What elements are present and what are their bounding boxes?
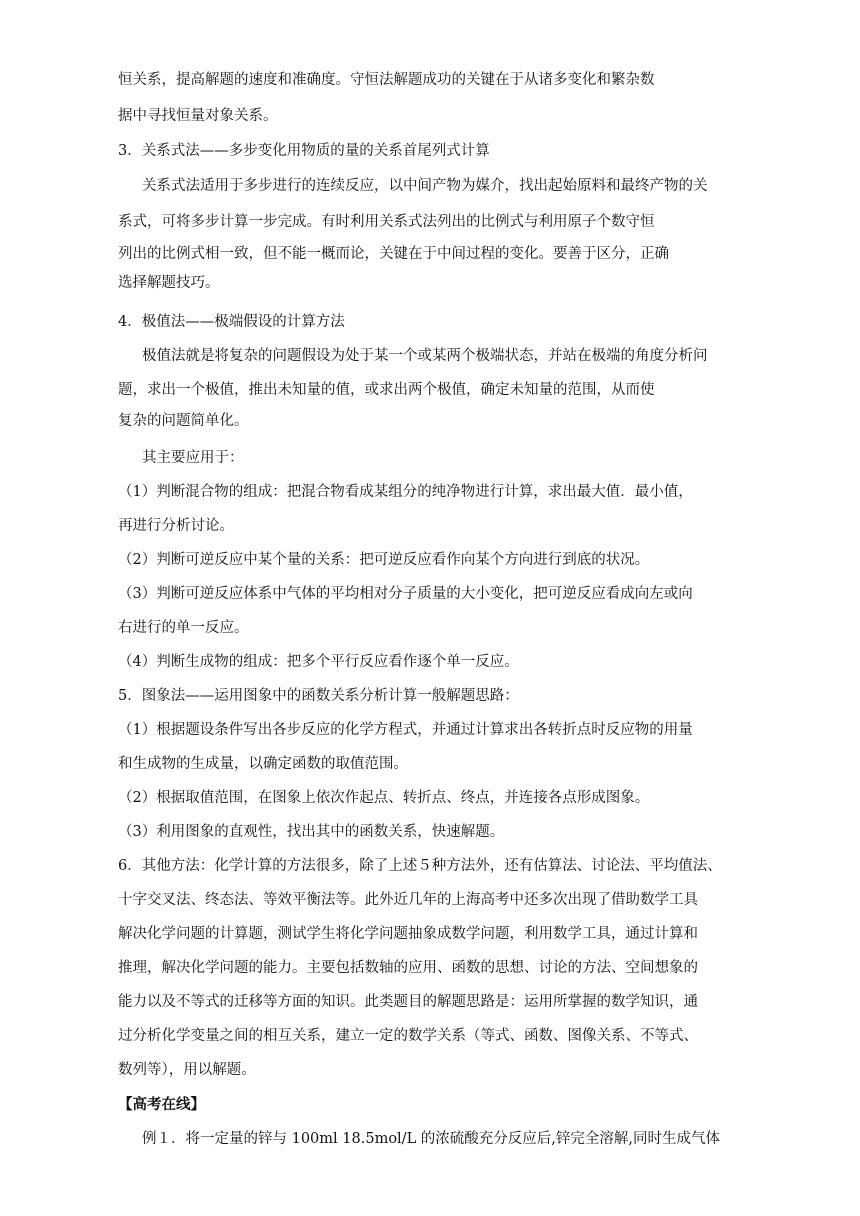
section-heading-5: 5．图象法——运用图象中的函数关系分析计算一般解题思路： <box>118 688 519 704</box>
list-item: （4）判断生成物的组成：把多个平行反应看作逐个单一反应。 <box>118 654 519 670</box>
para-line: 推理，解决化学问题的能力。主要包括数轴的应用、函数的思想、讨论的方法、空间想象的 <box>118 960 698 976</box>
para-line: 能力以及不等式的迁移等方面的知识。此类题目的解题思路是：运用所掌握的数学知识，通 <box>118 994 698 1010</box>
section-heading-gaokao: 【高考在线】 <box>118 1096 205 1113</box>
list-item: （2）判断可逆反应中某个量的关系：把可逆反应看作向某个方向进行到底的状况。 <box>118 552 650 568</box>
para-line: 再进行分析讨论。 <box>118 518 234 534</box>
example-line: 例１．将一定量的锌与 100ml 18.5mol/L 的浓硫酸充分反应后,锌完全溶解,同时生成气体 <box>142 1131 721 1147</box>
para-line: 解决化学问题的计算题，测试学生将化学问题抽象成数学问题，利用数学工具，通过计算和 <box>118 926 698 942</box>
para-line: 复杂的问题简单化。 <box>118 413 249 429</box>
list-item: （2）根据取值范围，在图象上依次作起点、转折点、终点，并连接各点形成图象。 <box>118 790 650 806</box>
section-heading-3: 3．关系式法——多步变化用物质的量的关系首尾列式计算 <box>118 143 490 159</box>
section-heading-4: 4．极值法——极端假设的计算方法 <box>118 314 345 330</box>
para-line: 数列等），用以解题。 <box>118 1062 256 1078</box>
para-line: 关系式法适用于多步进行的连续反应，以中间产物为媒介，找出起始原料和最终产物的关 <box>142 178 708 194</box>
para-line: 题，求出一个极值，推出未知量的值，或求出两个极值，确定未知量的范围，从而使 <box>118 382 655 398</box>
list-item: （3）利用图象的直观性，找出其中的函数关系，快速解题。 <box>118 824 505 840</box>
para-line: 右进行的单一反应。 <box>118 620 249 636</box>
section-heading-6: 6．其他方法：化学计算的方法很多，除了上述５种方法外，还有估算法、讨论法、平均值法、 <box>118 858 722 874</box>
para-line: 据中寻找恒量对象关系。 <box>118 108 278 124</box>
list-item: （3）判断可逆反应体系中气体的平均相对分子质量的大小变化，把可逆反应看成向左或向 <box>118 586 693 602</box>
para-line: 列出的比例式相一致，但不能一概而论，关键在于中间过程的变化。要善于区分，正确 <box>118 246 669 262</box>
para-line: 十字交叉法、终态法、等效平衡法等。此外近几年的上海高考中还多次出现了借助数学工具 <box>118 892 698 908</box>
para-line: 恒关系，提高解题的速度和准确度。守恒法解题成功的关键在于从诸多变化和繁杂数 <box>118 72 655 88</box>
para-line: 系式，可将多步计算一步完成。有时利用关系式法列出的比例式与利用原子个数守恒 <box>118 214 655 230</box>
list-item: （1）根据题设条件写出各步反应的化学方程式，并通过计算求出各转折点时反应物的用量 <box>118 722 693 738</box>
para-line: 其主要应用于： <box>142 450 244 466</box>
para-line: 和生成物的生成量，以确定函数的取值范围。 <box>118 756 408 772</box>
list-item: （1）判断混合物的组成：把混合物看成某组分的纯净物进行计算，求出最大值．最小值， <box>118 484 693 500</box>
para-line: 过分析化学变量之间的相互关系，建立一定的数学关系（等式、函数、图像关系、不等式、 <box>118 1028 698 1044</box>
para-line: 极值法就是将复杂的问题假设为处于某一个或某两个极端状态，并站在极端的角度分析问 <box>142 348 708 364</box>
para-line: 选择解题技巧。 <box>118 275 220 291</box>
